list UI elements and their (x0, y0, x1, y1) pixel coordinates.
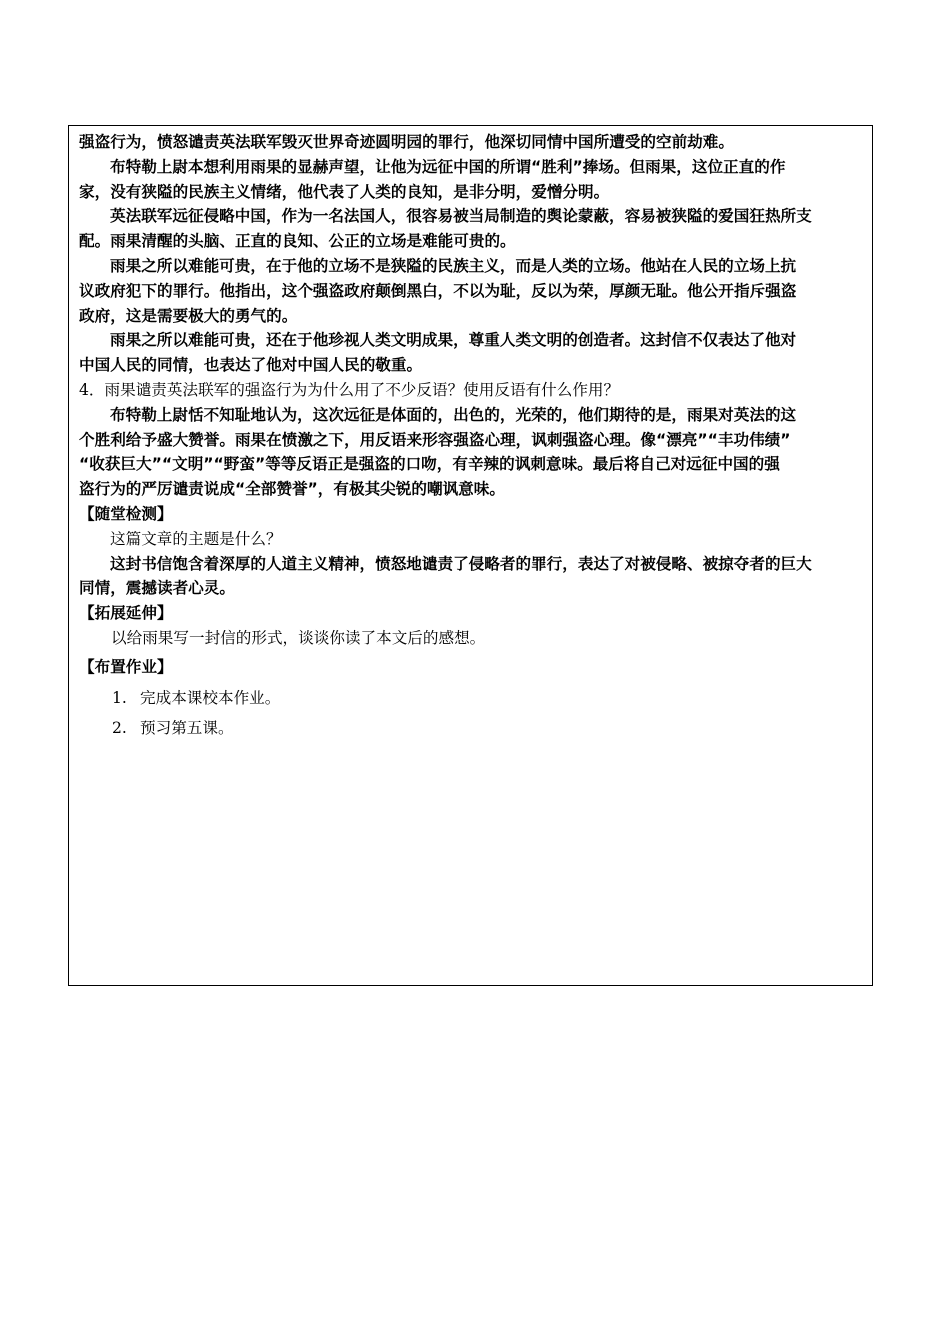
answer-line: 个胜利给予盛大赞誉。雨果在愤激之下，用反语来形容强盗心理，讽刺强盗心理。像“漂亮”“丰功伟绩” (79, 430, 791, 449)
paragraph-line: 中国人民的同情，也表达了他对中国人民的敬重。 (79, 356, 423, 375)
test-answer-line: 这封书信饱含着深厚的人道主义精神，愤怒地谴责了侵略者的罪行，表达了对被侵略、被掠夺者的巨大 (110, 554, 812, 573)
paragraph-line: 家，没有狭隘的民族主义情绪，他代表了人类的良知，是非分明，爱憎分明。 (79, 182, 610, 201)
homework-item (79, 686, 866, 711)
paragraph-line: 政府，这是需要极大的勇气的。 (79, 306, 298, 325)
test-question: 这篇文章的主题是什么？ (110, 529, 282, 548)
answer-line: “收获巨大”“文明”“野蛮”等等反语正是强盗的口吻，有辛辣的讽刺意味。最后将自己对远征中国的强 (79, 455, 780, 474)
section-heading-test: 【随堂检测】 (79, 504, 173, 523)
homework-item (79, 716, 866, 741)
content-frame (68, 125, 873, 986)
paragraph-line: 英法联军远征侵略中国，作为一名法国人，很容易被当局制造的舆论蒙蔽，容易被狭隘的爱国狂热所支 (110, 207, 812, 226)
homework-item-text: 预习第五课。 (140, 719, 234, 738)
extension-task: 以给雨果写一封信的形式，谈谈你读了本文后的感想。 (111, 628, 486, 647)
answer-line: 盗行为的严厉谴责说成“全部赞誉”，有极其尖锐的嘲讽意味。 (79, 480, 505, 499)
homework-item-number: 1. (112, 688, 127, 707)
answer-line: 布特勒上尉恬不知耻地认为，这次远征是体面的，出色的，光荣的，他们期待的是，雨果对英法的这 (110, 405, 797, 424)
paragraph-line: 雨果之所以难能可贵，还在于他珍视人类文明成果，尊重人类文明的创造者。这封信不仅表达了他对 (110, 331, 797, 350)
paragraph-line: 雨果之所以难能可贵，在于他的立场不是狭隘的民族主义，而是人类的立场。他站在人民的立场上抗 (110, 256, 797, 275)
homework-item-text: 完成本课校本作业。 (140, 688, 281, 707)
section-heading-extension: 【拓展延伸】 (79, 604, 173, 623)
document-body (79, 130, 866, 741)
homework-item-number: 2. (112, 719, 127, 738)
paragraph-line: 议政府犯下的罪行。他指出，这个强盗政府颠倒黑白，不以为耻，反以为荣，厚颜无耻。他公开指斥强盗 (79, 281, 797, 300)
section-heading-homework: 【布置作业】 (79, 657, 173, 676)
question-4: 4．雨果谴责英法联军的强盗行为为什么用了不少反语？使用反语有什么作用？ (79, 380, 620, 399)
paragraph-line: 布特勒上尉本想利用雨果的显赫声望，让他为远征中国的所谓“胜利”捧场。但雨果，这位正直的作 (110, 157, 786, 176)
paragraph-line: 强盗行为，愤怒谴责英法联军毁灭世界奇迹圆明园的罪行，他深切同情中国所遭受的空前劫难。 (79, 133, 734, 151)
test-answer-line: 同情，震撼读者心灵。 (79, 579, 235, 598)
paragraph-line: 配。雨果清醒的头脑、正直的良知、公正的立场是难能可贵的。 (79, 232, 516, 251)
